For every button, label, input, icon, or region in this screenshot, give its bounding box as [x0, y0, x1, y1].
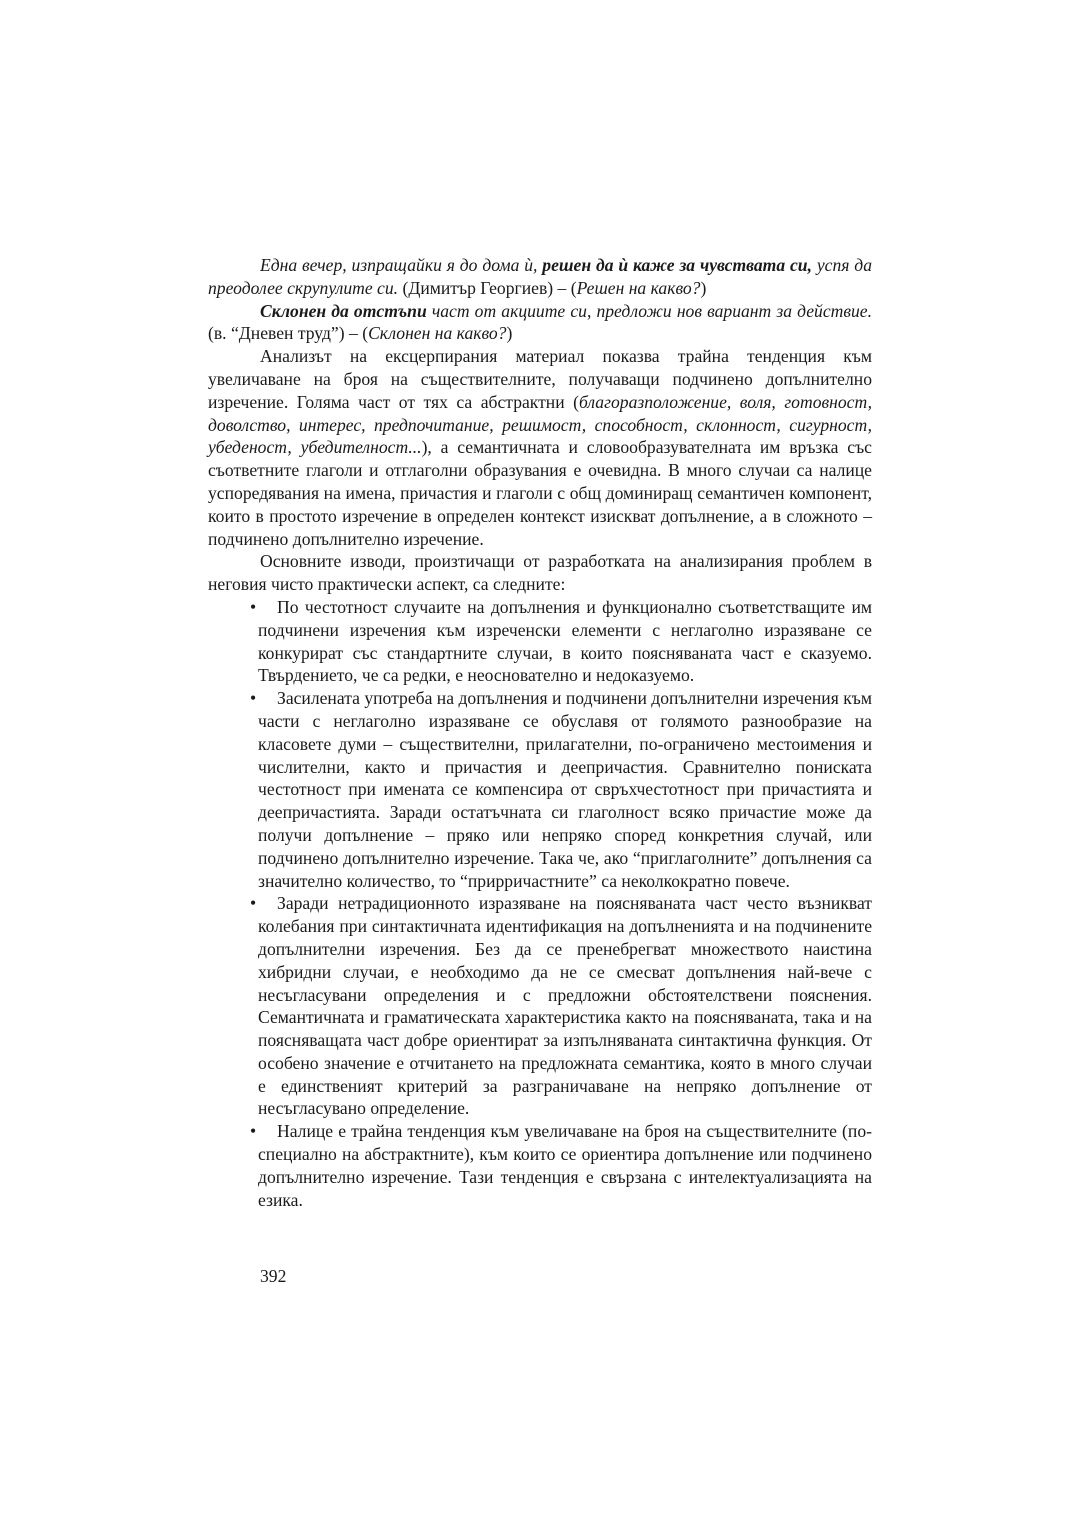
list-item	[208, 1120, 872, 1211]
example-sentence-1	[208, 254, 872, 300]
bullet-icon: •	[250, 1121, 257, 1142]
bullet-icon: •	[250, 596, 257, 617]
list-item-text: Заради нетрадиционното изразяване на поясняваната част често възникват колебания при синтактичната идентификация на допълненията и на подчинените допълнителни изречения. Без да се пренебрегват множеството наистина хибридни случаи, е необходимо да не се смесват допълнения най-вече с несъгласувани определения и с предложни обстоятелствени пояснения. Семантичната и граматическата характеристика както на поясняваната, така и на поясняващата част добре ориентират за изпълняваната синтактична функция. От особено значение е отчитането на предложната семантика, която в много случаи е единственият критерий за разграничаване на непряко допълнение от несъгласувано определение.	[258, 893, 872, 1119]
example-1-source: (Димитър Георгиев) – (	[398, 277, 577, 298]
example-2-emphasis: Склонен да отстъпи	[260, 300, 427, 321]
example-1-text-a: Една вечер, изпращайки я до дома ѝ,	[260, 255, 543, 275]
list-item-text: Засилената употреба на допълнения и подчинени допълнителни изречения към части с неглаголно изразяване се обуславя от голямото разнообразие на класовете думи – съществителни, прилагателни, по-ограничено местоимения и числителни, както и причастия и деепричастия. Сравнително пониската честотност при имената се компенсира от свръхчестотност при причастията и деепричастията. Заради остатъчната си глаголност всяко причастие може да получи допълнение – пряко или непряко според конкретния случай, или подчинено допълнително изречение. Така че, ако “приглаголните” допълнения са значително количество, то “приpричастните” са неколкократно повече.	[258, 688, 872, 891]
analysis-text-c: ), а семантичната и словообразувателната им връзка със съответните глаголи и отглаголни образувания е очевидна. В много случаи са налице успоредявания на имена, причастия и глаголи с общ доминиращ семантичен компонент, които в простото изречение в определен контекст изискват допълнение, а в сложното – подчинено допълнително изречение.	[208, 437, 872, 549]
list-item-text: Налице е трайна тенденция към увеличаване на броя на съществителните (по-специално на абстрактните), към които се ориентира допълнение или подчинено допълнително изречение. Тази тенденция е свързана с интелектуализацията на езика.	[258, 1121, 872, 1210]
example-sentence-2	[208, 300, 872, 346]
example-2-text-b: част от акциите си, предложи нов вариант за действие.	[426, 300, 873, 321]
conclusions-list	[208, 596, 872, 1212]
bullet-icon: •	[250, 893, 257, 914]
list-item	[208, 687, 872, 892]
example-1-close: )	[700, 277, 707, 298]
list-item-text: По честотност случаите на допълнения и функционално съответстващите им подчинени изречения към изреченски елементи с неглаголно изразяване се конкурират със стандартните случаи, в които поясняваната част е сказуемо. Твърдението, че са редки, е неоснователно и недоказуемо.	[258, 596, 872, 686]
example-2-close: )	[506, 323, 513, 344]
analysis-text-a: Анализът на ексцерпирания материал показва трайна тенденция към увеличаване на броя на съществителните, получаващи подчинено допълнително изречение. Голяма част от тях са абстрактни (	[208, 346, 872, 412]
conclusions-intro: Основните изводи, произтичащи от разработката на анализирания проблем в неговия чисто практически аспект, са следните:	[208, 551, 872, 595]
bullet-icon: •	[250, 688, 257, 709]
analysis-examples: благоразположение, воля, готовност, доволство, интерес, предпочитание, решимост, способност, склонност, сигурност, убеденост, убедителност...	[208, 391, 873, 458]
example-1-question: Решен на какво?	[576, 277, 701, 298]
example-2-source: (в. “Дневен труд”) – (	[208, 323, 369, 344]
example-1-text-c: успя да преодолее скрупулите си.	[208, 255, 872, 298]
page-body	[208, 254, 872, 1211]
list-item	[208, 892, 872, 1120]
list-item	[208, 596, 872, 687]
example-2-question: Склонен на какво?	[368, 323, 507, 344]
analysis-paragraph	[208, 345, 872, 550]
example-1-emphasis: решен да ѝ каже за чувствата си,	[542, 255, 812, 275]
page-number: 392	[260, 1266, 287, 1286]
